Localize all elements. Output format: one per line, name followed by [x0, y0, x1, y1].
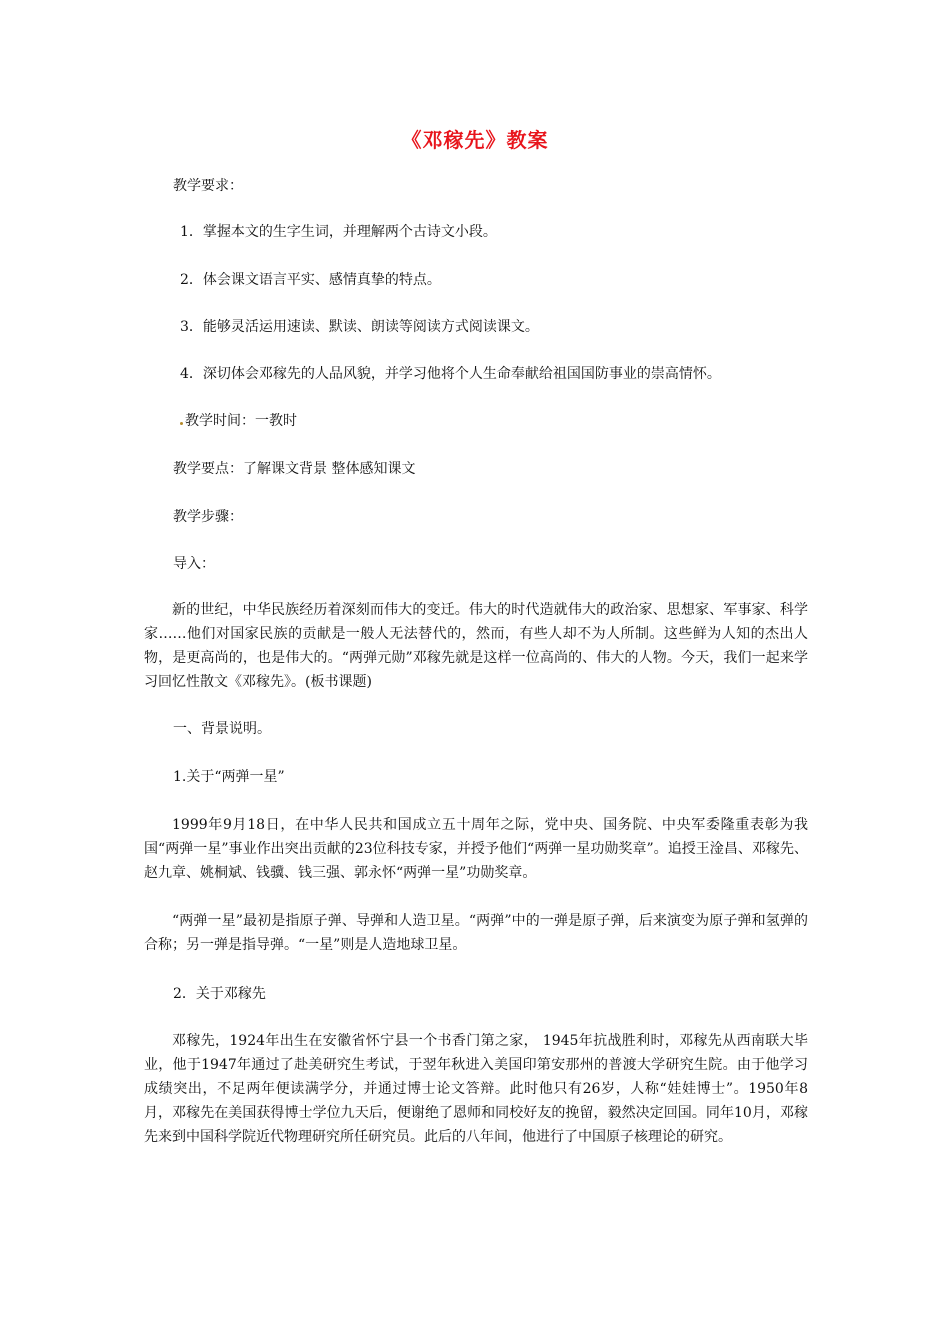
- margin-mark: [180, 422, 183, 425]
- intro-paragraph: 新的世纪，中华民族经历着深刻而伟大的变迁。伟大的时代造就伟大的政治家、思想家、军事家、科学家……他们对国家民族的贡献是一般人无法替代的，然而，有些人却不为人所制。这些鲜为人知的杰出人物，是更高尚的，也是伟大的。“两弹元勋”邓稼先就是这样一位高尚的、伟大的人物。今天，我们一起来学习回忆性散文《邓稼先》。(板书课题): [144, 602, 808, 690]
- section-background-heading: 一、背景说明。: [173, 721, 271, 737]
- requirement-item: 2．体会课文语言平实、感情真挚的特点。: [180, 272, 441, 288]
- teaching-keypoints: 教学要点：了解课文背景 整体感知课文: [173, 461, 416, 477]
- teaching-time: 教学时间：一教时: [185, 413, 297, 429]
- document-title: 《邓稼先》教案: [401, 128, 549, 152]
- requirements-heading: 教学要求：: [173, 178, 243, 194]
- requirement-item: 3．能够灵活运用速读、默读、朗读等阅读方式阅读课文。: [180, 319, 539, 335]
- deng-biography-paragraph: 邓稼先，1924年出生在安徽省怀宁县一个书香门第之家， 1945年抗战胜利时，邓稼先从西南联大毕业，他于1947年通过了赴美研究生考试，于翌年秋进入美国印第安那州的普渡大学研究生院。由于他学习成绩突出，不足两年便读满学分，并通过博士论文答辩。此时他只有26岁，人称“娃娃博士”。1950年8月，邓稼先在美国获得博士学位九天后，便谢绝了恩师和同校好友的挽留，毅然决定回国。同年10月，邓稼先来到中国科学院近代物理研究所任研究员。此后的八年间，他进行了中国原子核理论的研究。: [144, 1033, 808, 1145]
- intro-heading: 导入：: [173, 556, 215, 572]
- subsection-deng-heading: 2．关于邓稼先: [173, 986, 266, 1002]
- requirement-item: 1．掌握本文的生字生词，并理解两个古诗文小段。: [180, 224, 497, 240]
- two-bombs-paragraph-1: 1999年9月18日，在中华人民共和国成立五十周年之际，党中央、国务院、中央军委隆重表彰为我国“两弹一星”事业作出突出贡献的23位科技专家，并授予他们“两弹一星功勋奖章”。追授王淦昌、邓稼先、赵九章、姚桐斌、钱骥、钱三强、郭永怀“两弹一星”功勋奖章。: [144, 817, 808, 881]
- requirement-item: 4．深切体会邓稼先的人品风貌，并学习他将个人生命奉献给祖国国防事业的崇高情怀。: [180, 366, 721, 382]
- subsection-two-bombs-heading: 1.关于“两弹一星”: [173, 769, 285, 785]
- two-bombs-paragraph-2: “两弹一星”最初是指原子弹、导弹和人造卫星。“两弹”中的一弹是原子弹，后来演变为原子弹和氢弹的合称；另一弹是指导弹。“一星”则是人造地球卫星。: [144, 913, 808, 953]
- teaching-steps-heading: 教学步骤：: [173, 509, 243, 525]
